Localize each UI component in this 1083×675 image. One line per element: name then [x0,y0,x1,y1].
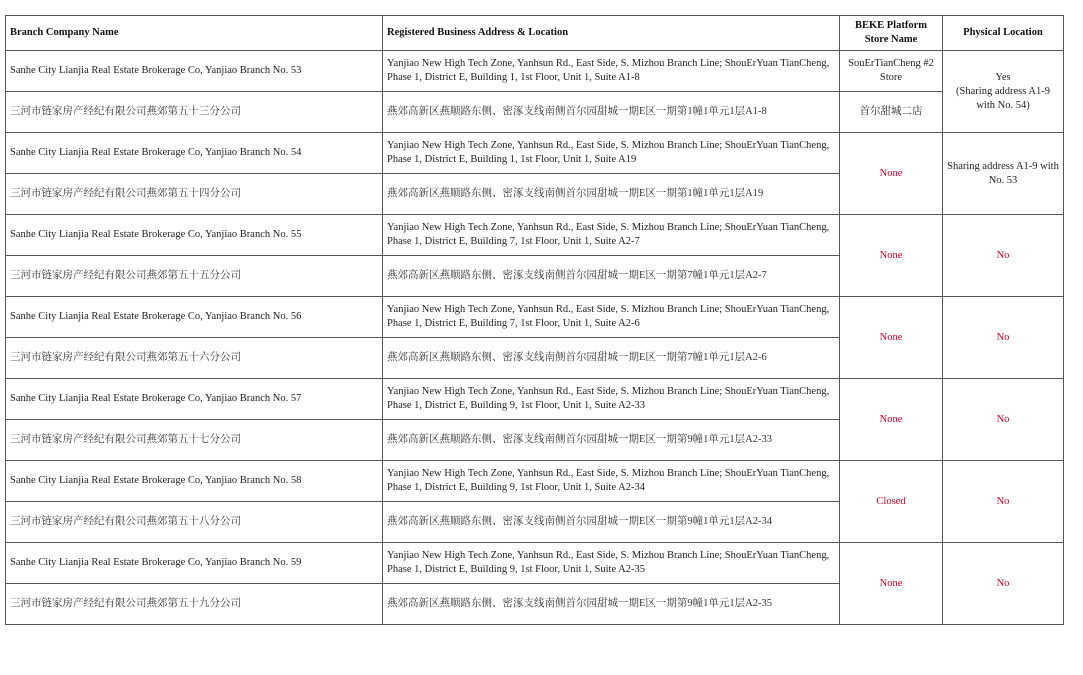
physical-location: No [943,215,1064,297]
store-status: None [840,215,943,297]
header-address: Registered Business Address & Location [383,16,840,51]
store-status: None [840,133,943,215]
table-row [6,133,1064,174]
store-name-zh: 首尔甜城二店 [840,92,943,133]
header-beke-store: BEKE Platform Store Name [840,16,943,51]
branch-name-en: Sanhe City Lianjia Real Estate Brokerage Co, Yanjiao Branch No. 56 [6,297,383,338]
table-row [6,543,1064,584]
document-page [5,15,1064,625]
header-branch-name: Branch Company Name [6,16,383,51]
store-status: None [840,379,943,461]
physical-location: No [943,379,1064,461]
address-zh: 燕郊高新区燕顺路东侧、密涿支线南侧首尔园甜城一期E区一期第1幢1单元1层A19 [383,174,840,215]
address-en: Yanjiao New High Tech Zone, Yanhsun Rd., East Side, S. Mizhou Branch Line; ShouErYuan TianCheng, Phase 1, District E, Building 7, 1st Floor, Unit 1, Suite A2-7 [383,215,840,256]
table-row [6,51,1064,92]
branch-name-zh: 三河市链家房产经纪有限公司燕郊第五十四分公司 [6,174,383,215]
physical-location: No [943,297,1064,379]
branch-name-en: Sanhe City Lianjia Real Estate Brokerage Co, Yanjiao Branch No. 58 [6,461,383,502]
branch-name-en: Sanhe City Lianjia Real Estate Brokerage Co, Yanjiao Branch No. 53 [6,51,383,92]
physical-location: Yes (Sharing address A1-9 with No. 54) [943,51,1064,133]
branch-name-zh: 三河市链家房产经纪有限公司燕郊第五十五分公司 [6,256,383,297]
physical-location: No [943,461,1064,543]
branch-name-zh: 三河市链家房产经纪有限公司燕郊第五十七分公司 [6,420,383,461]
address-en: Yanjiao New High Tech Zone, Yanhsun Rd., East Side, S. Mizhou Branch Line; ShouErYuan TianCheng, Phase 1, District E, Building 1, 1st Floor, Unit 1, Suite A1-8 [383,51,840,92]
store-status: None [840,297,943,379]
address-zh: 燕郊高新区燕顺路东侧、密涿支线南侧首尔园甜城一期E区一期第9幢1单元1层A2-34 [383,502,840,543]
physical-location: Sharing address A1-9 with No. 53 [943,133,1064,215]
branch-name-en: Sanhe City Lianjia Real Estate Brokerage Co, Yanjiao Branch No. 59 [6,543,383,584]
address-zh: 燕郊高新区燕顺路东侧、密涿支线南侧首尔园甜城一期E区一期第9幢1单元1层A2-35 [383,584,840,625]
store-status: None [840,543,943,625]
table-header-row [6,16,1064,51]
branch-name-en: Sanhe City Lianjia Real Estate Brokerage Co, Yanjiao Branch No. 55 [6,215,383,256]
table-row [6,215,1064,256]
address-en: Yanjiao New High Tech Zone, Yanhsun Rd., East Side, S. Mizhou Branch Line; ShouErYuan TianCheng, Phase 1, District E, Building 7, 1st Floor, Unit 1, Suite A2-6 [383,297,840,338]
address-en: Yanjiao New High Tech Zone, Yanhsun Rd., East Side, S. Mizhou Branch Line; ShouErYuan TianCheng, Phase 1, District E, Building 9, 1st Floor, Unit 1, Suite A2-33 [383,379,840,420]
address-zh: 燕郊高新区燕顺路东侧、密涿支线南侧首尔园甜城一期E区一期第7幢1单元1层A2-6 [383,338,840,379]
address-zh: 燕郊高新区燕顺路东侧、密涿支线南侧首尔园甜城一期E区一期第1幢1单元1层A1-8 [383,92,840,133]
header-physical-location: Physical Location [943,16,1064,51]
address-zh: 燕郊高新区燕顺路东侧、密涿支线南侧首尔园甜城一期E区一期第7幢1单元1层A2-7 [383,256,840,297]
table-row [6,379,1064,420]
branch-name-zh: 三河市链家房产经纪有限公司燕郊第五十三分公司 [6,92,383,133]
address-en: Yanjiao New High Tech Zone, Yanhsun Rd., East Side, S. Mizhou Branch Line; ShouErYuan TianCheng, Phase 1, District E, Building 9, 1st Floor, Unit 1, Suite A2-35 [383,543,840,584]
branch-name-zh: 三河市链家房产经纪有限公司燕郊第五十九分公司 [6,584,383,625]
physical-location: No [943,543,1064,625]
branch-name-en: Sanhe City Lianjia Real Estate Brokerage Co, Yanjiao Branch No. 54 [6,133,383,174]
store-status: Closed [840,461,943,543]
address-en: Yanjiao New High Tech Zone, Yanhsun Rd., East Side, S. Mizhou Branch Line; ShouErYuan TianCheng, Phase 1, District E, Building 1, 1st Floor, Unit 1, Suite A19 [383,133,840,174]
table-row [6,297,1064,338]
table-row [6,92,1064,133]
address-en: Yanjiao New High Tech Zone, Yanhsun Rd., East Side, S. Mizhou Branch Line; ShouErYuan TianCheng, Phase 1, District E, Building 9, 1st Floor, Unit 1, Suite A2-34 [383,461,840,502]
table-row [6,461,1064,502]
branch-name-zh: 三河市链家房产经纪有限公司燕郊第五十六分公司 [6,338,383,379]
branch-name-zh: 三河市链家房产经纪有限公司燕郊第五十八分公司 [6,502,383,543]
branch-name-en: Sanhe City Lianjia Real Estate Brokerage Co, Yanjiao Branch No. 57 [6,379,383,420]
store-name-en: SouErTianCheng #2 Store [840,51,943,92]
branch-table [5,15,1064,625]
address-zh: 燕郊高新区燕顺路东侧、密涿支线南侧首尔园甜城一期E区一期第9幢1单元1层A2-33 [383,420,840,461]
